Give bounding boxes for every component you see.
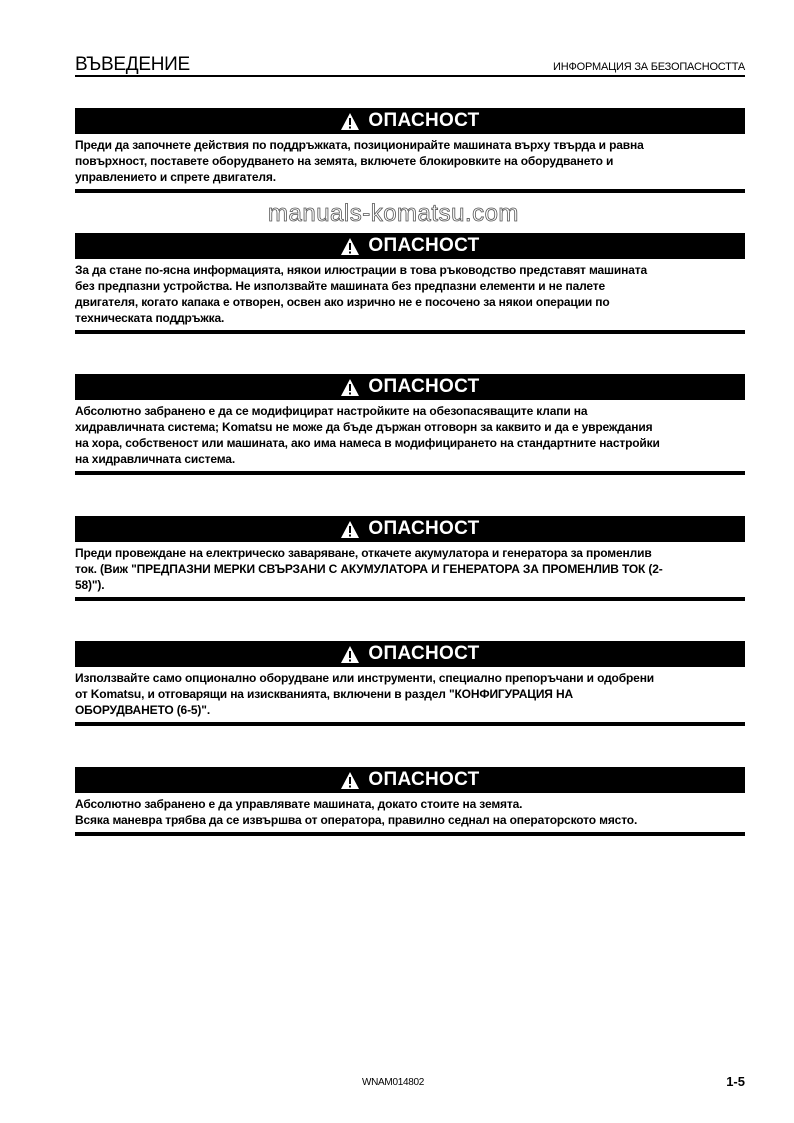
warning-text: [75, 259, 745, 326]
warning-text-line: Използвайте само опционално оборудване или инструменти, специално препоръчани и одобрени: [75, 671, 655, 685]
warning-text-line: Всяка маневра трябва да се извършва от оператора, правилно седнал на операторското място.: [75, 813, 638, 827]
danger-warning-block: [75, 233, 745, 334]
danger-warning-block: [75, 641, 745, 726]
chapter-title: ВЪВЕДЕНИЕ: [75, 54, 190, 75]
watermark: manuals-komatsu.com: [268, 200, 519, 227]
block-divider: [75, 330, 745, 334]
warning-text-line: на хидравличната система.: [75, 452, 236, 466]
warning-text-line: без предпазни устройства. Не използвайте машината без предпазни елементи и не палете: [75, 279, 606, 293]
warning-text-line: Преди да започнете действия по поддръжката, позиционирайте машината върху твърда и равна: [75, 138, 644, 152]
danger-banner: [75, 641, 745, 667]
danger-banner: [75, 767, 745, 793]
danger-label: ОПАСНОСТ: [368, 769, 480, 790]
document-code: WNAM014802: [362, 1077, 425, 1088]
warning-text-line: хидравличната система; Komatsu не може да бъде държан отговорн за каквито и да е увреждания: [75, 420, 653, 434]
warning-triangle-icon: [340, 771, 360, 790]
danger-label: ОПАСНОСТ: [368, 110, 480, 131]
danger-label: ОПАСНОСТ: [368, 235, 480, 256]
warning-text: [75, 542, 745, 593]
warning-text-line: 58)").: [75, 578, 105, 592]
warning-text-line: Абсолютно забранено е да управлявате машината, докато стоите на земята.: [75, 797, 523, 811]
block-divider: [75, 597, 745, 601]
block-divider: [75, 832, 745, 836]
danger-banner: [75, 516, 745, 542]
warning-text-line: на хора, собственост или машината, ако има намеса в модифицирането на стандартните настройки: [75, 436, 660, 450]
warning-triangle-icon: [340, 520, 360, 539]
warning-text-line: ток. (Виж "ПРЕДПАЗНИ МЕРКИ СВЪРЗАНИ С АКУМУЛАТОРА И ГЕНЕРАТОРА ЗА ПРОМЕНЛИВ ТОК (2-: [75, 562, 663, 576]
danger-label: ОПАСНОСТ: [368, 643, 480, 664]
warning-text-line: техническата поддръжка.: [75, 311, 225, 325]
danger-label: ОПАСНОСТ: [368, 376, 480, 397]
warning-triangle-icon: [340, 378, 360, 397]
warning-text-line: управлението и спрете двигателя.: [75, 170, 276, 184]
section-title: ИНФОРМАЦИЯ ЗА БЕЗОПАСНОСТТА: [553, 61, 745, 73]
danger-warning-block: [75, 108, 745, 193]
page-number: 1-5: [726, 1074, 745, 1089]
warning-triangle-icon: [340, 237, 360, 256]
warning-text-line: повърхност, поставете оборудването на земята, включете блокировките на оборудването и: [75, 154, 614, 168]
warning-text-line: Преди провеждане на електрическо заваряване, откачете акумулатора и генератора за променлив: [75, 546, 652, 560]
warning-text: [75, 134, 745, 185]
warning-text-line: За да стане по-ясна информацията, някои илюстрации в това ръководство представят машината: [75, 263, 648, 277]
warning-text: [75, 793, 745, 828]
warning-text: [75, 667, 745, 718]
warning-text-line: двигателя, когато капака е отворен, освен ако изрично не е посочено за някои операции по: [75, 295, 610, 309]
warning-triangle-icon: [340, 112, 360, 131]
warning-text-line: ОБОРУДВАНЕТО (6-5)".: [75, 703, 211, 717]
warning-triangle-icon: [340, 645, 360, 664]
danger-warning-block: [75, 516, 745, 601]
danger-banner: [75, 233, 745, 259]
block-divider: [75, 722, 745, 726]
block-divider: [75, 189, 745, 193]
warning-text-line: от Komatsu, и отговарящи на изискванията, включени в раздел "КОНФИГУРАЦИЯ НА: [75, 687, 573, 701]
header-divider: [75, 75, 745, 77]
danger-warning-block: [75, 374, 745, 475]
danger-warning-block: [75, 767, 745, 836]
danger-banner: [75, 374, 745, 400]
danger-banner: [75, 108, 745, 134]
block-divider: [75, 471, 745, 475]
warning-text: [75, 400, 745, 467]
warning-text-line: Абсолютно забранено е да се модифицират настройките на обезопасяващите клапи на: [75, 404, 588, 418]
danger-label: ОПАСНОСТ: [368, 518, 480, 539]
